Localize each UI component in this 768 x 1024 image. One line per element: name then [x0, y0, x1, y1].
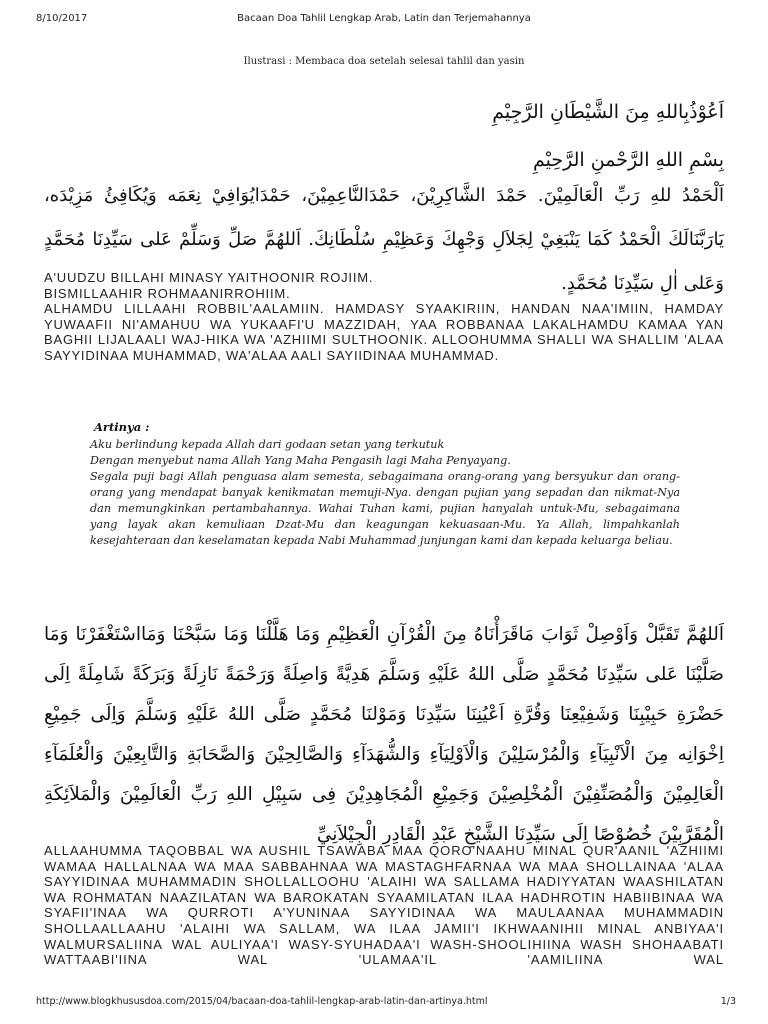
translation-block [90, 437, 680, 549]
arabic-basmalah: بِسْمِ اللهِ الرَّحْمنِ الرَّحِيْمِ [533, 149, 724, 171]
print-date: 8/10/2017 [36, 13, 88, 24]
page-title: Bacaan Doa Tahlil Lengkap Arab, Latin dan Terjemahannya [237, 13, 531, 24]
arabic-taawudz: اَعُوْذُبِاللهِ مِنَ الشَّيْطَانِ الرَّجِيْمِ [492, 101, 724, 123]
latin-doa-paragraph: ALLAAHUMMA TAQOBBAL WA AUSHIL TSAWABA MAA QORO'NAAHU MINAL QUR'AANIL 'AZHIIMI WAMAA HALLALNAA WA MAA SABBAHNAA WA MASTAGHFARNAA WA MAA SHOLLAINAA 'ALAA SAYYIDINAA MUHAMMADIN SHOLLALLOOHU 'ALAIHI WA SALLAMA HADIYYATAN WAASHILATAN WA ROHMATAN NAAZILATAN WA BAROKATAN SYAAMILATAN ILAA HADHROTIN HABIIBINAA WA SYAFII'INAA WA QURROTI A'YUNINAA SAYYIDINAA WA MAULAANAA MUHAMMADIN SHOLLAALLAAHU 'ALAIHI WA SALLAM, WA ILAA JAMII'I IKHWAANIHII MINAL ANBIYAA'I WALMURSALIINA WAL AULIYAA'I WASY-SYUHADAA'I WASH-SHOOLIHIINA WASH SHOHAABATI WATTAABI'IINA WAL 'ULAMAA'IL 'AAMILIINA WAL [44, 843, 724, 968]
source-url: http://www.blogkhususdoa.com/2015/04/bacaan-doa-tahlil-lengkap-arab-latin-dan-artinya.html [36, 996, 488, 1007]
translation-paragraph: Segala puji bagi Allah penguasa alam semesta, sebagaimana orang-orang yang bersyukur dan orang-orang yang mendapat banyak kenikmatan memuji-Nya. dengan pujian yang sepadan dan nikmat-Nya dan memungkinkan pertambahannya. Wahai Tuhan kami, pujian hanyalah untuk-Mu, sebagaimana yang layak akan kemuliaan Dzat-Mu dan keagungan kekuasaan-Mu. Ya Allah, limpahkanlah kesejahteraan dan keselamatan kepada Nabi Muhammad junjungan kami dan kepada keluarga beliau. [90, 470, 680, 547]
latin-basmalah: BISMILLAAHIR ROHMAANIRROHIIM. [44, 285, 291, 301]
arabic-hamdalah-paragraph: اَلْحَمْدُ للهِ رَبِّ الْعَالَمِيْنَ. حَمْدَ الشَّاكِرِيْنَ، حَمْدَالنَّاعِمِيْنَ، حَمْدَايُوَافِيْ نِعَمَه وَيُكَافِئُ مَزِيْدَه، يَارَبَّنَالَكَ الْحَمْدُ كَمَا يَنْبَغِيْ لِجَلاَلِ وَجْهِكَ وَعَظِيْمِ سُلْطَانِكَ. اَللهُمَّ صَلِّ وَسَلِّمْ عَلى سَيِّدِنَا مُحَمَّدٍ وَعَلى اٰلِ سَيِّدِنَا مُحَمَّدٍ. [44, 185, 724, 294]
artinya-heading: Artinya : [94, 420, 150, 434]
image-caption: Ilustrasi : Membaca doa setelah selesai tahlil dan yasin [243, 56, 525, 67]
latin-transliteration-block-1 [44, 270, 724, 363]
arabic-doa-paragraph: اَللهُمَّ تَقَبَّلْ وَاَوْصِلْ ثَوَابَ مَاقَرَأْنَاهُ مِنَ الْقُرْآنِ الْعَظِيْمِ وَمَا هَلَّلْنَا وَمَا سَبَّحْنَا وَمَااسْتَغْفَرْنَا وَمَا صَلَّيْنَا عَلى سَيِّدِنَا مُحَمَّدٍ صَلَّى اللهُ عَلَيْهِ وَسَلَّمَ هَدِيَّةً وَاصِلَةً وَرَحْمَةً نَازِلَةً وَبَرَكَةً شَامِلَةً اِلَى حَضْرَةِ حَبِيْبِنَا وَشَفِيْعِنَا وَقُرَّةِ اَعْيُنِنَا سَيِّدِنَا وَمَوْلنَا مُحَمَّدٍ صَلَّى اللهُ عَلَيْهِ وَسَلَّمَ وَاِلَى جَمِيْعِ اِخْوَانِه مِنَ الْاَنْبِيَآءِ وَالْمُرْسَلِيْنَ وَالْاَوْلِيَآءِ وَالشُّهَدَآءِ وَالصَّالِحِيْنَ وَالصَّحَابَةِ وَالتَّابِعِيْنَ وَالْعُلَمَآءِ الْعَالِمِيْنَ وَالْمُصَنِّفِيْنَ الْمُخْلِصِيْنَ وَجَمِيْعِ الْمُجَاهِدِيْنَ فِى سَبِيْلِ اللهِ رَبِّ الْعَالَمِيْنَ وَالْمَلاَئِكَةِ الْمُقَرَّبِيْنَ خُصُوْصًا اِلَى سَيِّدِنَا الشَّيْخِ عَبْدِ الْقَادِرِ الْجِيْلاَنِيِّ [44, 624, 724, 845]
page-number: 1/3 [720, 996, 736, 1007]
translation-line-2: Dengan menyebut nama Allah Yang Maha Pengasih lagi Maha Penyayang. [90, 454, 511, 467]
translation-line-1: Aku berlindung kepada Allah dari godaan setan yang terkutuk [90, 438, 445, 451]
latin-taawudz: A'UUDZU BILLAHI MINASY YAITHOONIR ROJIIM. [44, 270, 374, 285]
latin-hamdalah-paragraph: ALHAMDU LILLAAHI ROBBIL'AALAMIIN. HAMDASY SYAAKIRIIN, HANDAN NAA'IMIIN, HAMDAY YUWAAFII NI'AMAHUU WA YUKAAFI'U MAZZIDAH, YAA ROBBANAA LAKALHAMDU KAMAA YAN BAGHII LIJALAALI WAJ-HIKA WA 'AZHIIMI SULTHOONIK. ALLOOHUMMA SHALLI WA SHALLIM 'ALAA SAYYIDINAA MUHAMMAD, WA'ALAA AALI SAYIIDINAA MUHAMMAD. [44, 301, 724, 363]
